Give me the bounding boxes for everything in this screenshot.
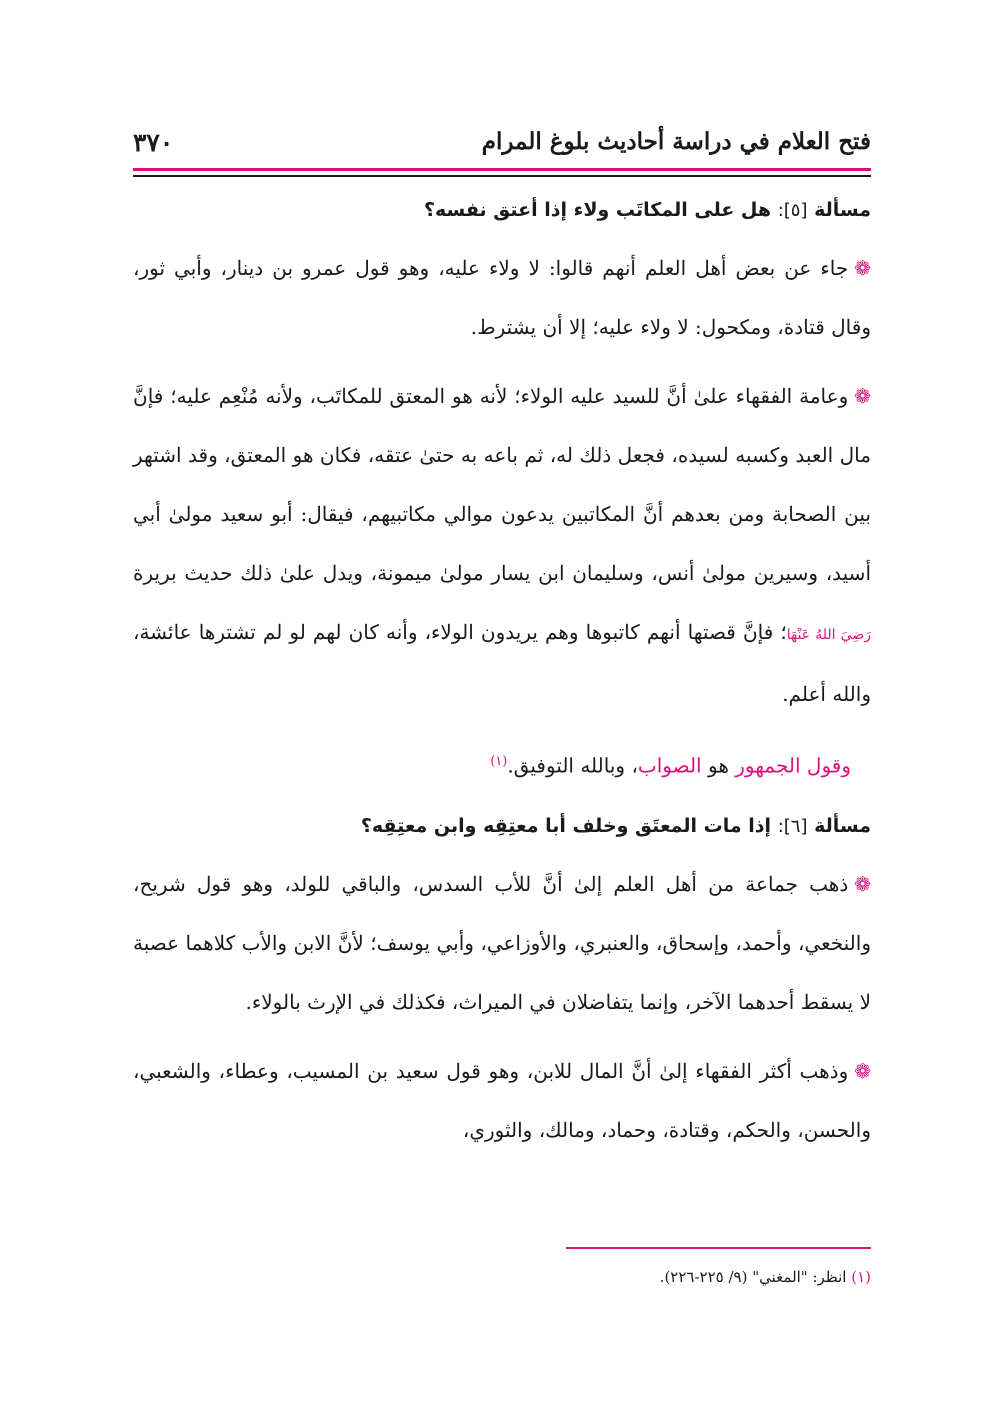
footnote-text: انظر: "المغني" (٩/ ٢٢٥-٢٢٦).: [659, 1268, 852, 1286]
conclusion-connector: هو: [701, 753, 736, 778]
paragraph: [133, 1042, 871, 1160]
flower-ornament-icon: ❁: [854, 384, 871, 408]
issue-title: إذا مات المعتَق وخلف أبا معتِقِه وابن معتِقِه؟: [360, 814, 772, 837]
issue-label: مسألة: [814, 814, 871, 837]
page-body: [133, 188, 871, 1170]
paragraph: [133, 367, 871, 724]
paragraph: [133, 855, 871, 1032]
majority-view-phrase: وقول الجمهور: [735, 753, 851, 778]
conclusion-line: [133, 734, 851, 794]
paragraph-text: وذهب أكثر الفقهاء إلىٰ أنَّ المال للابن، وهو قول سعيد بن المسيب، وعطاء، والشعبي، والحسن، والحكم، وقتادة، وحماد، ومالك، والثوري،: [133, 1058, 871, 1142]
correct-view-phrase: الصواب: [637, 753, 702, 778]
running-header: [133, 128, 871, 164]
header-rule-dark: [133, 175, 871, 177]
footnote-reference[interactable]: (١): [490, 754, 508, 769]
book-title: فتح العلام في دراسة أحاديث بلوغ المرام: [481, 128, 871, 155]
issue-title: هل على المكاتَب ولاء إذا أعتق نفسه؟: [423, 199, 772, 221]
section-heading-5: [133, 188, 871, 233]
paragraph-text: ذهب جماعة من أهل العلم إلىٰ أنَّ للأب السدس، والباقي للولد، وهو قول شريح، والنخعي، وأحمد، وإسحاق، والعنبري، والأوزاعي، وأبي يوسف؛ لأنَّ الابن والأب كلاهما عصبة لا يسقط أحدهما الآخر، وإنما يتفاضلان في الميراث، فكذلك في الإرث بالولاء.: [133, 871, 871, 1014]
page-number: ٣٧٠: [133, 128, 174, 157]
paragraph-text: جاء عن بعض أهل العلم أنهم قالوا: لا ولاء عليه، وهو قول عمرو بن دينار، وأبي ثور، وقال قتادة، ومكحول: لا ولاء عليه؛ إلا أن يشترط.: [133, 256, 871, 339]
conclusion-closing: ، وبالله التوفيق.: [507, 753, 638, 778]
footnote: [660, 1268, 871, 1286]
flower-ornament-icon: ❁: [854, 871, 871, 896]
honorific-glyph: رَضِيَ اللهُ عَنْهَا: [786, 627, 871, 643]
paragraph-text-continued: ؛ فإنَّ قصتها أنهم كاتبوها وهم يريدون الولاء، وأنه كان لهم لو لم تشترها عائشة، والله أعلم.: [133, 620, 871, 706]
flower-ornament-icon: ❁: [854, 1058, 871, 1083]
issue-label: مسألة: [814, 199, 871, 221]
footnote-number: (١): [851, 1268, 871, 1286]
header-rule-accent: [133, 168, 871, 171]
paragraph-text: وعامة الفقهاء علىٰ أنَّ للسيد عليه الولاء؛ لأنه هو المعتق للمكاتَب، ولأنه مُنْعِم عليه؛ فإنَّ مال العبد وكسبه لسيده، فجعل ذلك له، ثم باعه به حتىٰ عتقه، فكان هو المعتق، وقد اشتهر بين الصحابة ومن بعدهم أنَّ المكاتبين يدعون موالي مكاتبيهم، فيقال: أبو سعيد مولىٰ أبي أسيد، وسيرين مولىٰ أنس، وسليمان ابن يسار مولىٰ ميمونة، ويدل علىٰ ذلك حديث بريرة: [133, 384, 871, 585]
footnote-separator: [566, 1247, 871, 1249]
issue-number: [٥]:: [777, 200, 808, 221]
issue-number: [٦]:: [777, 815, 808, 837]
paragraph: [133, 239, 871, 357]
flower-ornament-icon: ❁: [854, 256, 871, 280]
section-heading-6: [133, 804, 871, 849]
